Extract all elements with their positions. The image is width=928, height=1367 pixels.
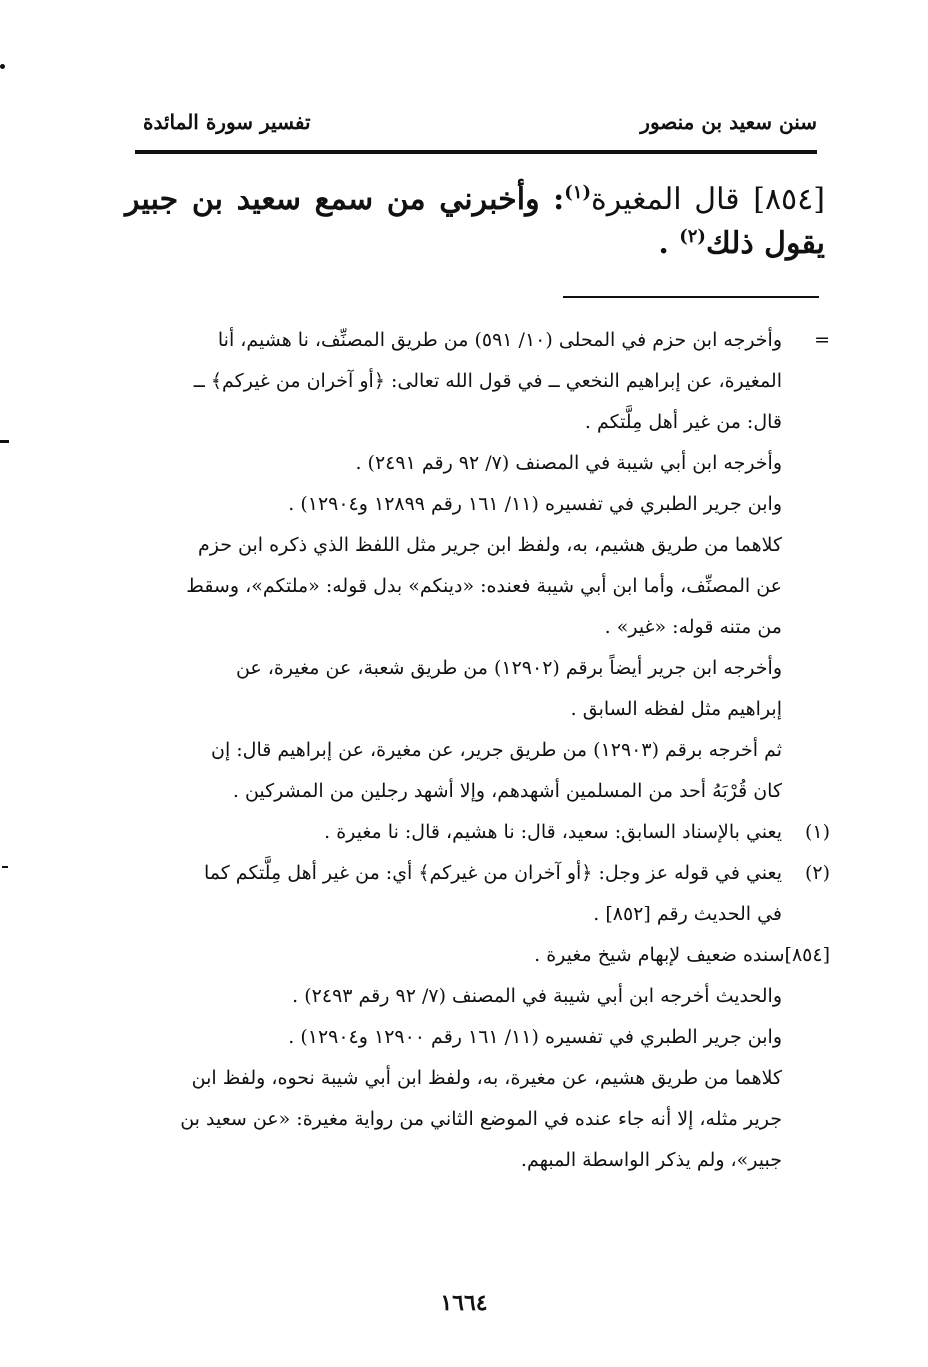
footnote-separator bbox=[563, 296, 819, 298]
footnote-text: يعني في قوله عز وجل: ﴿أو آخران من غيركم﴾ أي: من غير أهل مِلَّتكم كما bbox=[203, 862, 782, 884]
note-line bbox=[125, 320, 830, 361]
note-line: كان قُرْبَهُ أحد من المسلمين أشهدهم، وإلا أشهد رجلين من المشركين . bbox=[232, 780, 782, 802]
takhrij-line: كلاهما من طريق هشيم، عن مغيرة، به، ولفظ ابن أبي شيبة نحوه، ولفظ ابن bbox=[191, 1067, 782, 1089]
footnote-number: (٢) bbox=[804, 862, 830, 884]
note-line: المغيرة، عن إبراهيم النخعي ــ في قول الله تعالى: ﴿أو آخران من غيركم﴾ ــ bbox=[193, 370, 782, 392]
note-line: كلاهما من طريق هشيم، به، ولفظ ابن جرير مثل اللفظ الذي ذكره ابن حزم bbox=[198, 534, 782, 556]
header-rule bbox=[135, 150, 817, 154]
note-line: قال: من غير أهل مِلَّتكم . bbox=[584, 411, 782, 433]
footnote-1 bbox=[125, 812, 830, 853]
takhrij-line: والحديث أخرجه ابن أبي شيبة في المصنف (٧/ ٩٢ رقم ٢٤٩٣) . bbox=[292, 985, 782, 1007]
page-number: ١٦٦٤ bbox=[440, 1290, 488, 1316]
running-header bbox=[135, 104, 817, 140]
note-line: من متنه قوله: «غير» . bbox=[604, 616, 782, 638]
hadith-number: [٨٥٤] bbox=[753, 182, 825, 217]
takhrij-text: سنده ضعيف لإبهام شيخ مغيرة . bbox=[534, 944, 785, 966]
footnotes-area bbox=[125, 320, 830, 1181]
takhrij-label: [٨٥٤] bbox=[784, 944, 830, 966]
takhrij-line: جرير مثله، إلا أنه جاء عنده في الموضع الثاني من رواية مغيرة: «عن سعيد بن bbox=[180, 1108, 782, 1130]
note-line: وأخرجه ابن أبي شيبة في المصنف (٧/ ٩٢ رقم ٢٤٩١) . bbox=[355, 452, 782, 474]
hadith-body: : وأخبرني من سمع سعيد بن جبير يقول ذلك bbox=[125, 182, 825, 261]
note-line: وابن جرير الطبري في تفسيره (١١/ ١٦١ رقم ١٢٨٩٩ و١٢٩٠٤) . bbox=[288, 493, 782, 515]
footnote-2 bbox=[125, 853, 830, 894]
takhrij-line: وابن جرير الطبري في تفسيره (١١/ ١٦١ رقم ١٢٩٠٠ و١٢٩٠٤) . bbox=[288, 1026, 782, 1048]
footnote-ref: (١) bbox=[564, 182, 591, 203]
footnote-ref: (٢) bbox=[679, 226, 706, 247]
scan-mark bbox=[0, 64, 5, 69]
book-title: سنن سعيد بن منصور bbox=[640, 110, 817, 134]
scan-mark bbox=[2, 866, 8, 868]
continuation-mark: = bbox=[814, 329, 830, 351]
footnote-text: يعني بالإسناد السابق: سعيد، قال: نا هشيم، قال: نا مغيرة . bbox=[324, 821, 782, 843]
note-line: عن المصنِّف، وأما ابن أبي شيبة فعنده: «دينكم» بدل قوله: «ملتكم»، وسقط bbox=[186, 575, 782, 597]
hadith-text bbox=[125, 178, 825, 266]
hadith-end: . bbox=[658, 226, 680, 261]
note-line: ثم أخرجه برقم (١٢٩٠٣) من طريق جرير، عن مغيرة، عن إبراهيم قال: إن bbox=[210, 739, 782, 761]
hadith-speaker: قال المغيرة bbox=[590, 182, 740, 217]
takhrij-line: جبير»، ولم يذكر الواسطة المبهم. bbox=[520, 1149, 782, 1171]
footnote-number: (١) bbox=[804, 821, 830, 843]
note-text: وأخرجه ابن حزم في المحلى (١٠/ ٥٩١) من طريق المصنِّف، نا هشيم، أنا bbox=[217, 329, 782, 351]
scan-mark bbox=[0, 440, 9, 443]
chapter-title: تفسير سورة المائدة bbox=[143, 110, 311, 134]
note-line: وأخرجه ابن جرير أيضاً برقم (١٢٩٠٢) من طريق شعبة، عن مغيرة، عن bbox=[235, 657, 782, 679]
footnote-text: في الحديث رقم [٨٥٢] . bbox=[593, 903, 782, 925]
takhrij-heading bbox=[125, 935, 830, 976]
note-line: إبراهيم مثل لفظه السابق . bbox=[570, 698, 782, 720]
